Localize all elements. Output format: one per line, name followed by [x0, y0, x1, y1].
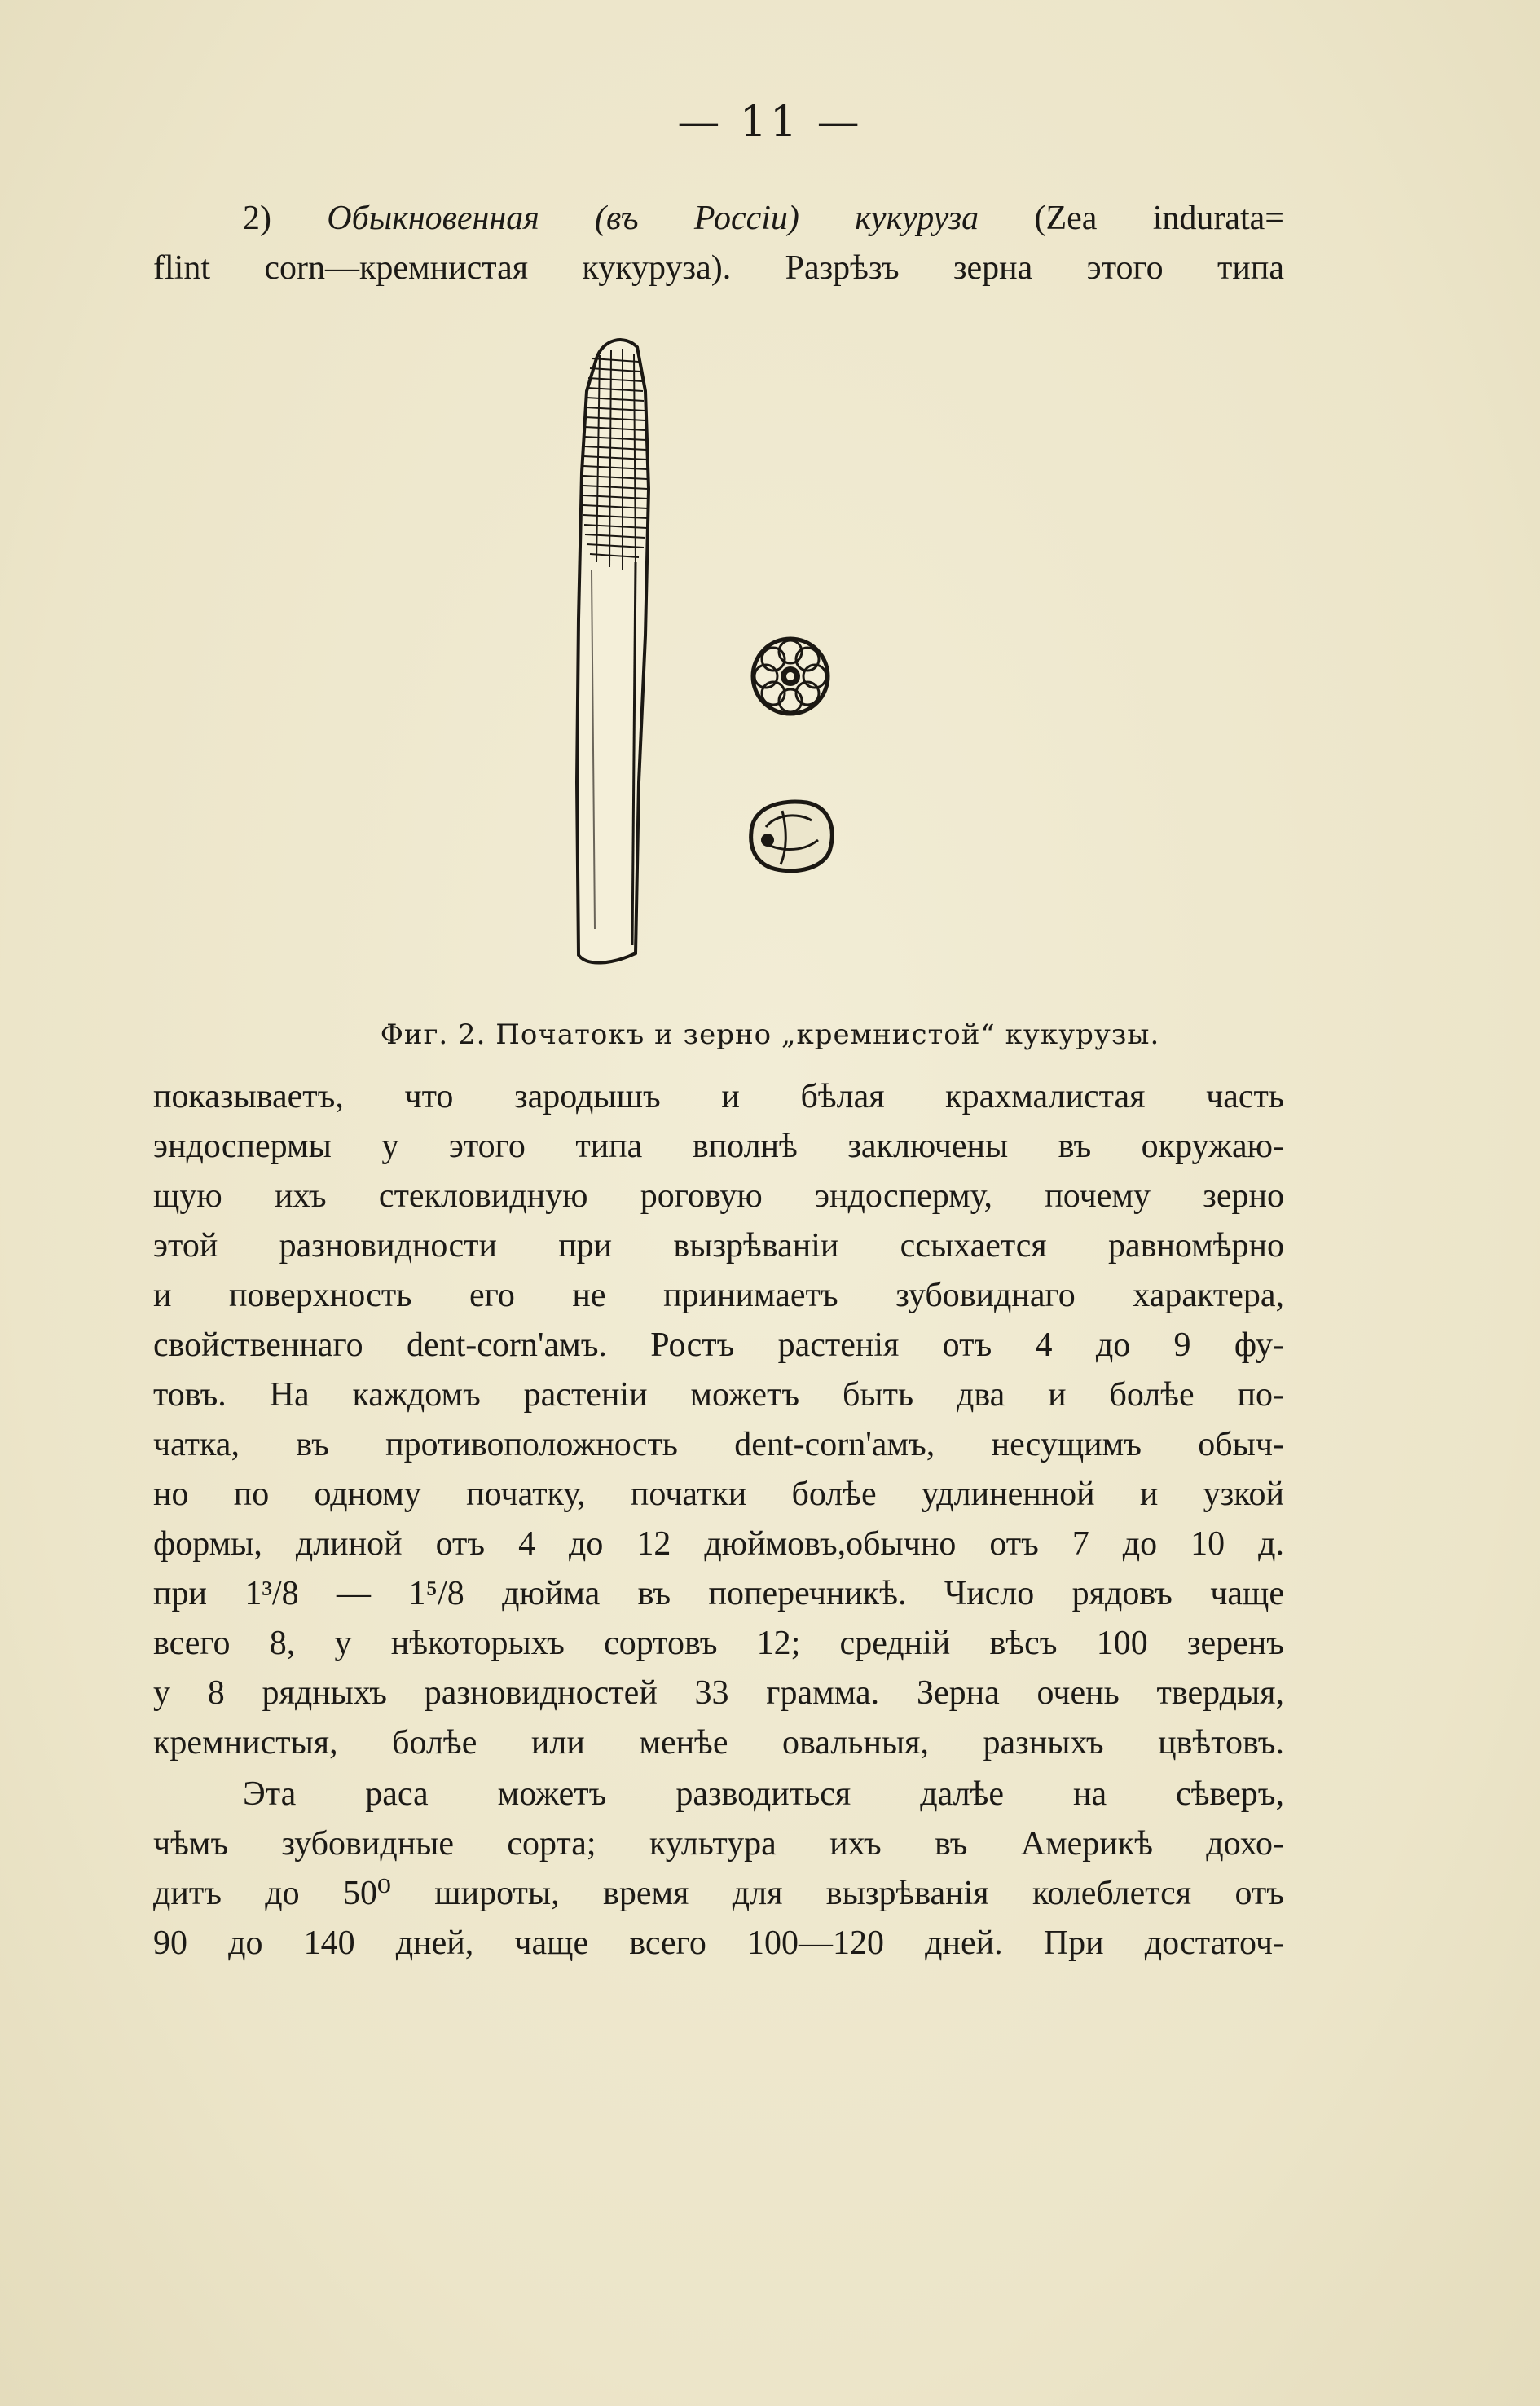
heading-line-2: flint corn—кремнистая кукуруза). Разрѣзъ зерна этого типа — [153, 249, 1284, 287]
heading-latin-name: (Zea indurata= — [979, 200, 1284, 237]
text-line: чѣмъ зубовидные сорта; культура ихъ въ Америкѣ дохо- — [153, 1825, 1284, 1863]
text-line: показываетъ, что зародышъ и бѣлая крахмалистая часть — [153, 1078, 1284, 1115]
text-line: Эта раса можетъ разводиться далѣе на сѣверъ, — [243, 1775, 1284, 1813]
body-paragraph-1 — [153, 1072, 1284, 1768]
text-line: дитъ до 50⁰ широты, время для вызрѣванія колеблется отъ — [153, 1875, 1284, 1912]
figure-caption: Фиг. 2. Початокъ и зерно „кремнистой“ кукурузы. — [380, 1018, 1160, 1051]
kernel-side-view-illustration — [751, 802, 833, 871]
text-line: всего 8, у нѣкоторыхъ сортовъ 12; средній вѣсъ 100 зеренъ — [153, 1625, 1284, 1662]
heading-paragraph — [153, 194, 1284, 293]
heading-prefix: 2) — [243, 200, 328, 237]
corn-cob-illustration — [577, 340, 649, 962]
text-line: 90 до 140 дней, чаще всего 100—120 дней. При достаточ- — [153, 1924, 1284, 1962]
text-line: товъ. На каждомъ растеніи можетъ быть два и болѣе по- — [153, 1376, 1284, 1414]
corn-figure — [554, 326, 896, 994]
heading-italic-title: Обыкновенная (въ Россіи) кукуруза — [327, 200, 979, 237]
kernel-cross-section-illustration — [753, 639, 828, 714]
text-line: у 8 рядныхъ разновидностей 33 грамма. Зерна очень твердыя, — [153, 1674, 1284, 1712]
text-line: щую ихъ стекловидную роговую эндосперму, почему зерно — [153, 1177, 1284, 1215]
text-line: при 1³/8 — 1⁵/8 дюйма въ поперечникѣ. Число рядовъ чаще — [153, 1575, 1284, 1612]
body-paragraph-2 — [153, 1770, 1284, 1968]
text-line: и поверхность его не принимаетъ зубовиднаго характера, — [153, 1277, 1284, 1314]
text-line: эндоспермы у этого типа вполнѣ заключены въ окружаю- — [153, 1128, 1284, 1165]
text-line: кремнистыя, болѣе или менѣе овальныя, разныхъ цвѣтовъ. — [153, 1724, 1284, 1762]
text-line: этой разновидности при вызрѣваніи ссыхается равномѣрно — [153, 1227, 1284, 1265]
text-line: свойственнаго dent-corn'амъ. Ростъ растенія отъ 4 до 9 фу- — [153, 1326, 1284, 1364]
text-line: но по одному початку, початки болѣе удлиненной и узкой — [153, 1476, 1284, 1513]
page-number: — 11 — — [677, 98, 863, 147]
heading-line-1 — [153, 194, 1284, 244]
text-line: чатка, въ противоположность dent-corn'амъ, несущимъ обыч- — [153, 1426, 1284, 1463]
text-line: формы, длиной отъ 4 до 12 дюймовъ,обычно отъ 7 до 10 д. — [153, 1525, 1284, 1563]
